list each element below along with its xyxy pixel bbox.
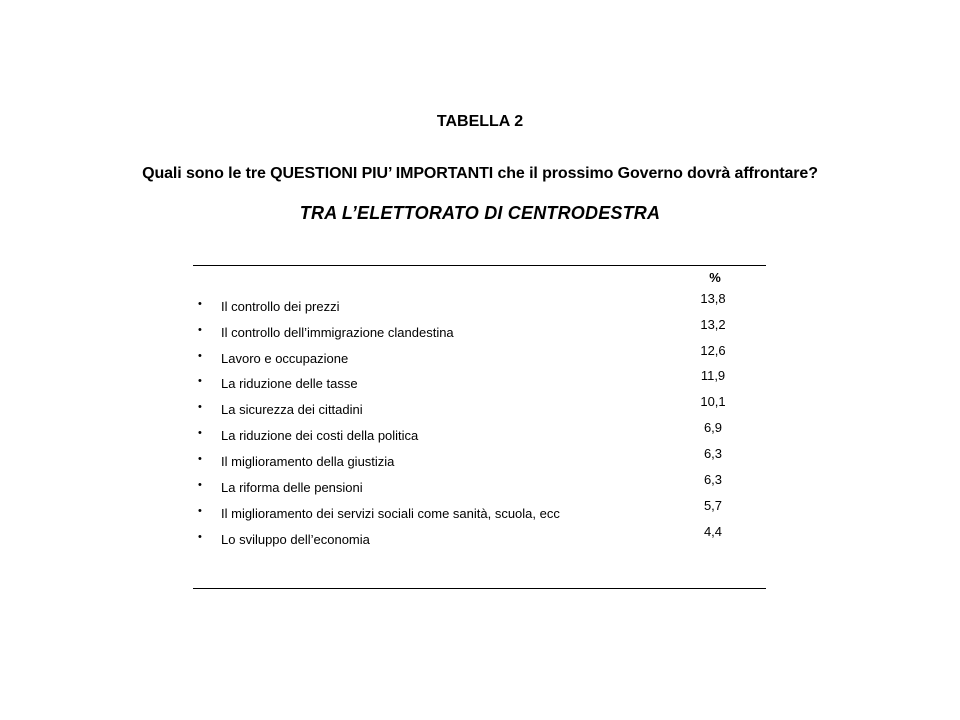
item-label: Il miglioramento della giustizia [221, 454, 395, 469]
item-value: 5,7 [703, 498, 723, 513]
item-value: 11,9 [700, 368, 726, 383]
survey-question: Quali sono le tre QUESTIONI PIU’ IMPORTANTI che il prossimo Governo dovrà affrontare? [142, 165, 818, 182]
table-label: TABELLA 2 [436, 113, 524, 130]
bullet-icon: • [198, 324, 202, 336]
item-label: Lo sviluppo dell’economia [221, 532, 370, 547]
bullet-icon: • [198, 375, 202, 387]
list-item [193, 317, 766, 342]
bullet-icon: • [198, 427, 202, 439]
item-label: Il controllo dell’immigrazione clandestina [221, 325, 454, 340]
list-item [193, 498, 766, 523]
list-item [193, 420, 766, 445]
item-label: La riforma delle pensioni [221, 480, 363, 495]
item-label: La sicurezza dei cittadini [221, 402, 363, 417]
item-value: 13,2 [700, 317, 726, 332]
bullet-icon: • [198, 298, 202, 310]
list-item [193, 343, 766, 368]
bullet-icon: • [198, 401, 202, 413]
bullet-icon: • [198, 531, 202, 543]
item-label: Lavoro e occupazione [221, 351, 349, 366]
item-value: 6,9 [703, 420, 723, 435]
item-value: 12,6 [700, 343, 726, 358]
item-value: 10,1 [700, 394, 726, 409]
list-item [193, 446, 766, 471]
bullet-icon: • [198, 350, 202, 362]
list-item [193, 472, 766, 497]
bullet-icon: • [198, 479, 202, 491]
top-rule [193, 265, 766, 266]
list-item [193, 394, 766, 419]
item-label: La riduzione delle tasse [221, 376, 358, 391]
list-item [193, 524, 766, 549]
item-value: 6,3 [703, 446, 723, 461]
item-value: 6,3 [703, 472, 723, 487]
item-label: Il controllo dei prezzi [221, 299, 340, 314]
item-label: Il miglioramento dei servizi sociali come sanità, scuola, ecc [221, 506, 560, 521]
bottom-rule [193, 588, 766, 589]
table-subtitle: TRA L’ELETTORATO DI CENTRODESTRA [299, 203, 661, 223]
item-value: 13,8 [700, 291, 726, 306]
list-item [193, 368, 766, 393]
item-value: 4,4 [703, 524, 723, 539]
list-item [193, 291, 766, 316]
bullet-icon: • [198, 453, 202, 465]
bullet-icon: • [198, 505, 202, 517]
item-label: La riduzione dei costi della politica [221, 428, 419, 443]
percent-column-header: % [709, 270, 721, 285]
